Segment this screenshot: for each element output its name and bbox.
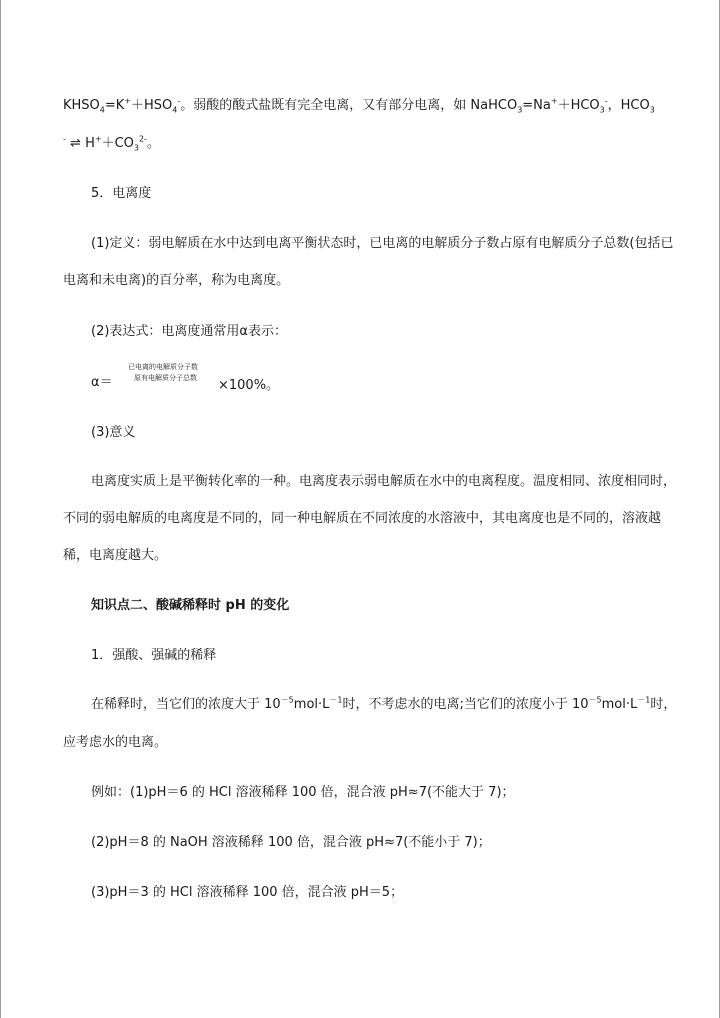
example-2: (2)pH＝8 的 NaOH 溶液稀释 100 倍，混合液 pH≈7(不能小于 7)； bbox=[91, 835, 491, 850]
meaning-title: (3)意义 bbox=[91, 425, 136, 440]
formula-times-100: ×100%。 bbox=[218, 378, 280, 393]
subsection-1-title: 1．强酸、强碱的稀释 bbox=[91, 648, 217, 663]
meaning-line-3: 稀，电离度越大。 bbox=[63, 548, 168, 563]
formula-denominator: 原有电解质分子总数 bbox=[134, 374, 197, 382]
expression-title: (2)表达式：电离度通常用α表示： bbox=[91, 324, 287, 339]
meaning-line-2: 不同的弱电解质的电离度是不同的，同一种电解质在不同浓度的水溶液中，其电离度也是不同的，溶液越 bbox=[63, 511, 662, 526]
dilution-line-2: 应考虑水的电离。 bbox=[63, 735, 168, 750]
definition-line-2: 电离和未电离)的百分率，称为电离度。 bbox=[63, 273, 290, 288]
ionization-equation-line-1: $KHSO_4=K^++HSO_4^-$。弱酸的酸式盐既有完全电离，又有部分电离，如 $NaHCO_3=Na^++HCO_3^-$，$HCO_3$ bbox=[63, 96, 655, 115]
formula-numerator: 已电离的电解质分子数 bbox=[128, 363, 198, 371]
page-left-border bbox=[0, 0, 1, 1018]
section-5-title: 5．电离度 bbox=[91, 186, 152, 201]
dilution-line-1: 在稀释时，当它们的浓度大于 $10^{-5}mol\cdot L^{-1}$时，不考虑水的电离;当它们的浓度小于 $10^{-5}mol\cdot L^{-1}$时， bbox=[91, 695, 677, 712]
example-1: 例如：(1)pH＝6 的 HCl 溶液稀释 100 倍，混合液 pH≈7(不能大于 7)； bbox=[91, 785, 515, 800]
alpha-formula-lhs: α＝ bbox=[91, 375, 113, 390]
ionization-equation-line-2: - ⇌ $H^++CO_3^{2-}$。 bbox=[63, 134, 160, 153]
knowledge-point-2-title: 知识点二、酸碱稀释时 pH 的变化 bbox=[91, 598, 290, 613]
meaning-line-1: 电离度实质上是平衡转化率的一种。电离度表示弱电解质在水中的电离程度。温度相同、浓度相同时， bbox=[91, 474, 677, 489]
definition-line-1: (1)定义：弱电解质在水中达到电离平衡状态时，已电离的电解质分子数占原有电解质分子总数(包括已 bbox=[91, 236, 674, 251]
example-3: (3)pH＝3 的 HCl 溶液稀释 100 倍，混合液 pH＝5； bbox=[91, 885, 404, 900]
equilibrium-arrow: ⇌ bbox=[70, 136, 81, 151]
